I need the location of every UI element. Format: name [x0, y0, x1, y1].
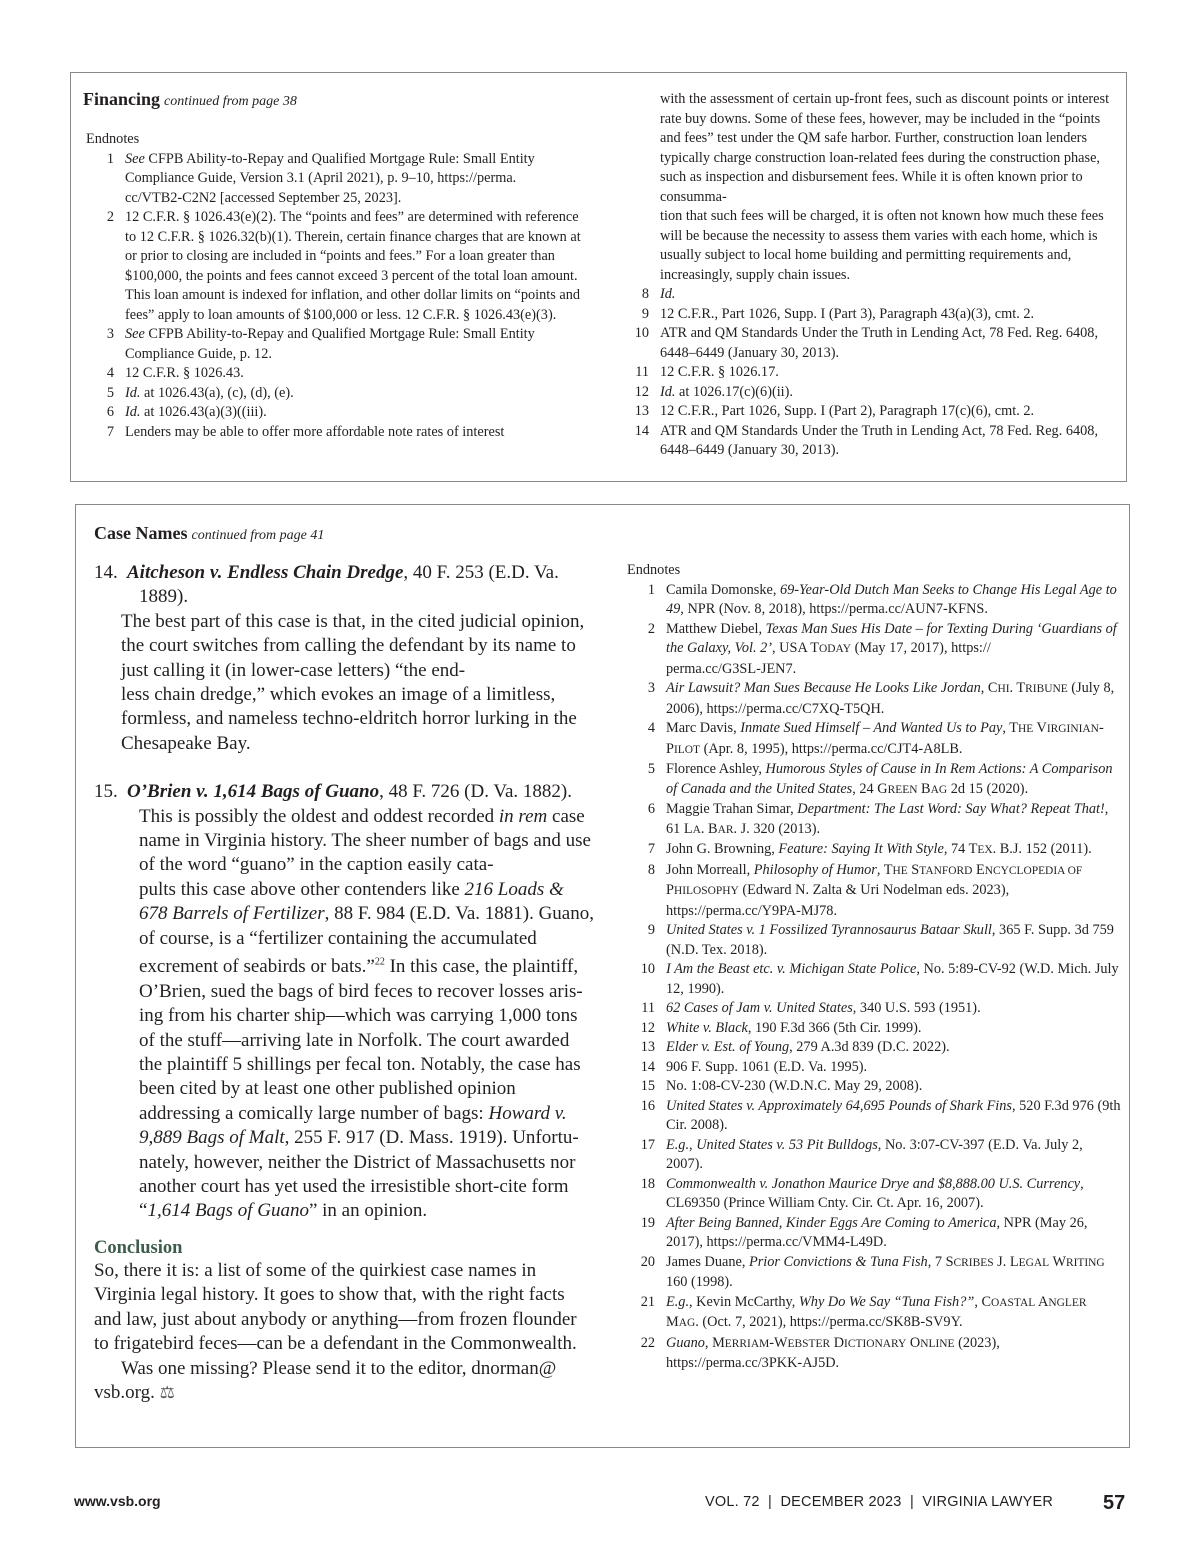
financing-right-column — [621, 90, 1111, 461]
case-names-endnote-12 — [627, 1019, 1122, 1039]
financing-endnote-13 — [621, 402, 1111, 422]
case-14-cite: , 40 F. 253 (E.D. Va. 1889). — [139, 562, 559, 608]
case-names-endnote-number: 17 — [640, 1136, 655, 1153]
case-15-body: , 48 F. 726 (D. Va. 1882). This is possibly the oldest and oddest recorded in rem case name in Virginia history. The sheer number of bags and use of the word “guano” in the caption easily cata- pults this case above other contenders like 216 Loads & 678 Barrels of Fertilizer, 88 F. 984 (E.D. Va. 1881). Guano, of course, is a “fertilizer containing the accumulated excrement of seabirds or bats.”$^{22}$ In this case, the plaintiff, O’Brien, sued the bags of bird feces to recover losses aris- ing from his charter ship—which was carrying 1,000 tons of the stuff—arriving late in Norfolk. The court awarded the plaintiff 5 shillings per fecal ton. Notably, the case has been cited by at least one other published opinion addressing a comically large number of bags: Howard v. 9,889 Bags of Malt, 255 F. 917 (D. Mass. 1919). Unfortu- nately, however, neither the District of Massachusetts nor another court has yet used the irresistible short-cite form “1,614 Bags of Guano” in an opinion. — [139, 781, 594, 1222]
case-names-endnote-text: Marc Davis, Inmate Sued Himself – And Wanted Us to Pay, THE VIRGINIAN-PILOT (Apr. 8, 1995), https://perma.cc/CJT4-A8LB. — [666, 720, 1104, 757]
financing-endnote-number: 6 — [106, 404, 114, 420]
financing-endnote-text: ATR and QM Standards Under the Truth in Lending Act, 78 Fed. Reg. 6408, 6448–6449 (January 30, 2013). — [660, 422, 1099, 458]
case-names-endnote-text: Florence Ashley, Humorous Styles of Cause in In Rem Actions: A Comparison of Canada and the United States, 24 GREEN BAG 2d 15 (2020). — [666, 761, 1113, 797]
financing-endnote-number: 5 — [106, 384, 114, 401]
conclusion-text — [94, 1259, 594, 1405]
financing-endnote-11 — [621, 363, 1111, 383]
case-names-endnote-text: Maggie Trahan Simar, Department: The Last Word: Say What? Repeat That!, 61 LA. BAR. J. 320 (2013). — [666, 801, 1109, 837]
case-names-endnote-18 — [627, 1175, 1122, 1214]
financing-endnote-number: 12 — [634, 383, 649, 400]
case-names-endnote-13 — [627, 1038, 1122, 1058]
case-names-left-column — [94, 523, 594, 1405]
case-names-endnote-14 — [627, 1058, 1122, 1078]
financing-notes-left — [86, 150, 583, 443]
case-names-endnote-8 — [627, 861, 1122, 922]
case-names-endnote-text: After Being Banned, Kinder Eggs Are Coming to America, NPR (May 26, 2017), https://perma.cc/VMM4-L49D. — [666, 1214, 1088, 1250]
case-names-endnote-number: 10 — [640, 961, 655, 977]
case-names-endnote-4 — [627, 719, 1122, 760]
financing-endnote-text: See CFPB Ability-to-Repay and Qualified Mortgage Rule: Small Entity Compliance Guide, Version 3.1 (April 2021), p. 9–10, https://perma. cc/VTB2-C2N2 [accessed September 25, 2023]. — [125, 150, 535, 206]
case-names-endnote-22 — [627, 1334, 1122, 1374]
case-names-endnote-15 — [627, 1077, 1122, 1097]
case-names-endnote-number: 8 — [647, 861, 655, 878]
case-15-text — [94, 780, 594, 1224]
case-names-endnote-number: 22 — [640, 1334, 655, 1351]
financing-endnote-3 — [86, 325, 583, 364]
financing-endnotes-label: Endnotes — [86, 131, 140, 147]
case-names-endnote-text: 906 F. Supp. 1061 (E.D. Va. 1995). — [666, 1058, 868, 1075]
financing-endnote-2 — [86, 208, 583, 325]
case-names-endnote-number: 11 — [641, 1000, 655, 1016]
case-names-endnote-number: 1 — [647, 581, 655, 598]
case-names-endnote-text: I Am the Beast etc. v. Michigan State Police, No. 5:89-CV-92 (W.D. Mich. July 12, 1990). — [666, 961, 1119, 997]
conclusion-heading: Conclusion — [94, 1237, 183, 1258]
case-names-endnote-text: Elder v. Est. of Young, 279 A.3d 839 (D.C. 2022). — [666, 1039, 950, 1055]
financing-endnote-text: 12 C.F.R., Part 1026, Supp. I (Part 3), Paragraph 43(a)(3), cmt. 2. — [660, 305, 1035, 322]
financing-endnote-number: 9 — [641, 305, 649, 322]
case-names-endnote-9 — [627, 921, 1122, 960]
financing-endnote-14 — [621, 422, 1111, 461]
financing-endnote-number: 4 — [106, 365, 114, 381]
case-names-endnote-text: E.g., Kevin McCarthy, Why Do We Say “Tuna Fish?”, COASTAL ANGLER MAG. (Oct. 7, 2021), https://perma.cc/SK8B-SV9Y. — [666, 1293, 1087, 1330]
case-names-endnote-text: E.g., United States v. 53 Pit Bulldogs, No. 3:07-CV-397 (E.D. Va. July 2, 2007). — [666, 1136, 1083, 1172]
case-names-endnote-21 — [627, 1293, 1122, 1334]
case-names-endnote-number: 4 — [647, 720, 655, 736]
case-names-endnote-number: 2 — [647, 620, 655, 637]
case-names-endnote-17 — [627, 1136, 1122, 1175]
financing-endnote-text: ATR and QM Standards Under the Truth in Lending Act, 78 Fed. Reg. 6408, 6448–6449 (January 30, 2013). — [660, 325, 1099, 361]
financing-endnote-text: Id. at 1026.43(a), (c), (d), (e). — [125, 384, 294, 401]
case-names-endnote-3 — [627, 679, 1122, 719]
case-names-endnote-text: United States v. 1 Fossilized Tyrannosaurus Bataar Skull, 365 F. Supp. 3d 759 (N.D. Tex. 2018). — [666, 922, 1114, 958]
financing-endnote-number: 2 — [106, 209, 114, 225]
financing-heading — [83, 89, 583, 110]
financing-endnote-text: Lenders may be able to offer more affordable note rates of interest — [125, 423, 505, 440]
case-names-endnote-number: 6 — [647, 801, 655, 817]
footer-website: www.vsb.org — [74, 1493, 161, 1509]
case-names-heading — [94, 523, 594, 544]
case-names-endnote-text: James Duane, Prior Convictions & Tuna Fish, 7 SCRIBES J. LEGAL WRITING 160 (1998). — [666, 1253, 1105, 1290]
case-names-endnote-number: 5 — [647, 761, 655, 777]
financing-endnote-5 — [86, 384, 583, 404]
case-item-14 — [94, 561, 594, 756]
case-names-endnote-number: 7 — [647, 841, 655, 857]
case-names-endnote-text: No. 1:08-CV-230 (W.D.N.C. May 29, 2008). — [666, 1078, 923, 1094]
case-names-endnote-text: Air Lawsuit? Man Sues Because He Looks Like Jordan, CHI. TRIBUNE (July 8, 2006), https://perma.cc/C7XQ-T5QH. — [666, 680, 1115, 717]
conclusion-paragraph-2-text: Was one missing? Please send it to the editor, dnorman@ vsb.org. — [94, 1357, 557, 1403]
case-14-citation — [94, 561, 594, 610]
financing-endnote-text: Id. at 1026.17(c)(6)(ii). — [660, 383, 793, 400]
financing-endnote-number: 14 — [634, 422, 649, 439]
case-names-endnote-text: Matthew Diebel, Texas Man Sues His Date – for Texting During ‘Guardians of the Galaxy, Vol. 2’, USA TODAY (May 17, 2017), https:// perma.cc/G3SL-JEN7. — [666, 620, 1117, 677]
case-names-endnote-19 — [627, 1214, 1122, 1253]
case-names-endnote-text: Camila Domonske, 69-Year-Old Dutch Man Seeks to Change His Legal Age to 49, NPR (Nov. 8, 2018), https://perma.cc/AUN7-KFNS. — [666, 581, 1117, 617]
financing-endnote-text: 12 C.F.R. § 1026.43(e)(2). The “points and fees” are determined with reference to 12 C.F.R. § 1026.32(b)(1). Therein, certain finance charges that are known at or prior to closing are included in “points and fees.” For a loan greater than $100,000, the points and fees cannot exceed 3 percent of the total loan amount. This loan amount is indexed for inflation, and other dollar limits on “points and fees” apply to loan amounts of $100,000 or less. 12 C.F.R. § 1026.43(e)(3). — [125, 209, 581, 323]
financing-endnote-text: Id. at 1026.43(a)(3)((iii). — [125, 404, 267, 420]
case-15-number: 15. — [94, 781, 118, 803]
conclusion-paragraph-1: So, there it is: a list of some of the quirkiest case names in Virginia legal history. It goes to show that, with the right facts and law, just about anybody or anything—from frozen flounder to frigatebird feces—can be a defendant in the Commonwealth. — [94, 1259, 577, 1355]
case-names-endnote-20 — [627, 1253, 1122, 1293]
case-names-endnote-number: 12 — [640, 1019, 655, 1036]
case-15-name: O’Brien v. 1,614 Bags of Guano — [127, 781, 380, 803]
case-names-endnote-11 — [627, 999, 1122, 1019]
case-names-endnote-2 — [627, 620, 1122, 680]
case-14-number: 14. — [94, 562, 118, 583]
scales-of-justice-icon: ⚖ — [159, 1382, 175, 1402]
case-names-endnotes-label: Endnotes — [627, 562, 681, 578]
case-14-name: Aitcheson v. Endless Chain Dredge — [127, 562, 404, 583]
financing-endnote-number: 1 — [106, 150, 114, 167]
case-names-endnote-number: 15 — [640, 1078, 655, 1094]
financing-endnote-4 — [86, 364, 583, 384]
financing-endnote-number: 7 — [106, 423, 114, 440]
conclusion-paragraph-2 — [94, 1357, 594, 1406]
case-names-endnote-text: John G. Browning, Feature: Saying It With Style, 74 TEX. B.J. 152 (2011). — [666, 841, 1092, 857]
financing-endnote-text: 12 C.F.R., Part 1026, Supp. I (Part 2), Paragraph 17(c)(6), cmt. 2. — [660, 403, 1035, 419]
case-names-endnote-6 — [627, 800, 1122, 840]
case-names-endnote-text: United States v. Approximately 64,695 Pounds of Shark Fins, 520 F.3d 976 (9th Cir. 2008). — [666, 1097, 1121, 1133]
case-names-endnote-10 — [627, 960, 1122, 999]
case-names-endnote-number: 21 — [640, 1293, 655, 1310]
case-names-title: Case Names — [94, 523, 188, 543]
case-names-endnote-text: White v. Black, 190 F.3d 366 (5th Cir. 1999). — [666, 1019, 922, 1036]
footer-publication: VOL. 72 | DECEMBER 2023 | VIRGINIA LAWYER — [705, 1494, 1054, 1510]
financing-endnote-number: 8 — [641, 286, 649, 302]
case-names-box — [75, 504, 1130, 1448]
financing-endnote-7 — [86, 423, 583, 443]
case-item-15 — [94, 780, 594, 1224]
financing-endnote-6 — [86, 403, 583, 423]
case-names-endnote-1 — [627, 581, 1122, 620]
case-14-body: The best part of this case is that, in the cited judicial opinion, the court switches from calling the defendant by its name to just calling it (in lower-case letters) “the end- less chain dredge,” which evokes an image of a limitless, formless, and nameless techno-eldritch horror lurking in the Chesapeake Bay. — [121, 610, 585, 754]
case-names-endnote-number: 18 — [640, 1175, 655, 1192]
financing-endnote-9 — [621, 305, 1111, 325]
financing-endnote-number: 10 — [634, 325, 649, 341]
financing-endnote-number: 3 — [106, 326, 114, 342]
case-names-right-column — [627, 561, 1122, 1374]
case-names-endnote-number: 14 — [640, 1058, 655, 1075]
financing-notes-right — [621, 285, 1111, 461]
financing-endnote-12 — [621, 383, 1111, 403]
case-names-notes — [627, 581, 1122, 1374]
case-names-endnote-number: 3 — [647, 680, 655, 696]
financing-note7-continued: with the assessment of certain up-front fees, such as discount points or interest rate buy downs. Some of these fees, however, may be included in the “points and fees” test under the QM safe harbor. Further, construction loan lenders typically charge construction loan-related fees during the construction phase, such as inspection and disbursement fees. While it is often known prior to consumma- tion that such fees will be charged, it is often not known how much these fees will be because the necessity to assess them varies with each home, which is usually subject to local home building and permitting requirements and, increasingly, supply chain issues. — [660, 91, 1110, 283]
financing-endnote-number: 11 — [635, 364, 649, 380]
case-names-endnote-number: 20 — [640, 1253, 655, 1270]
financing-endnote-number: 13 — [634, 403, 649, 419]
case-names-endnote-text: Commonwealth v. Jonathon Maurice Drye and $8,888.00 U.S. Currency, CL69350 (Prince William Cnty. Cir. Ct. Apr. 16, 2007). — [666, 1175, 1084, 1211]
financing-endnote-1 — [86, 150, 583, 209]
financing-left-column — [83, 89, 583, 442]
case-names-endnote-text: 62 Cases of Jam v. United States, 340 U.S. 593 (1951). — [666, 1000, 981, 1016]
case-names-endnote-number: 9 — [647, 922, 655, 938]
case-names-endnote-16 — [627, 1097, 1122, 1136]
case-names-endnote-5 — [627, 760, 1122, 800]
financing-title: Financing — [83, 89, 161, 109]
footer-page-number: 57 — [1103, 1492, 1126, 1514]
case-names-endnote-7 — [627, 840, 1122, 861]
case-names-continued: continued from page 41 — [191, 528, 325, 543]
case-names-endnote-number: 16 — [640, 1097, 655, 1114]
case-names-endnote-number: 19 — [640, 1214, 655, 1231]
case-names-endnote-text: Guano, MERRIAM-WEBSTER DICTIONARY ONLINE (2023), https://perma.cc/3PKK-AJ5D. — [666, 1334, 1000, 1371]
financing-endnote-text: Id. — [660, 286, 676, 302]
case-names-endnote-text: John Morreall, Philosophy of Humor, THE STANFORD ENCYCLOPEDIA OF PHILOSOPHY (Edward N. Zalta & Uri Nodelman eds. 2023), https://perma.cc/Y9PA-MJ78. — [666, 861, 1083, 919]
financing-endnote-text: See CFPB Ability-to-Repay and Qualified Mortgage Rule: Small Entity Compliance Guide, p. 12. — [125, 326, 535, 362]
financing-continued: continued from page 38 — [164, 94, 297, 109]
financing-endnote-10 — [621, 324, 1111, 363]
case-names-endnote-number: 13 — [640, 1039, 655, 1055]
financing-endnote-text: 12 C.F.R. § 1026.17. — [660, 364, 779, 380]
financing-endnote-8 — [621, 285, 1111, 305]
financing-endnote-text: 12 C.F.R. § 1026.43. — [125, 365, 244, 381]
financing-endnotes-box — [70, 72, 1127, 482]
